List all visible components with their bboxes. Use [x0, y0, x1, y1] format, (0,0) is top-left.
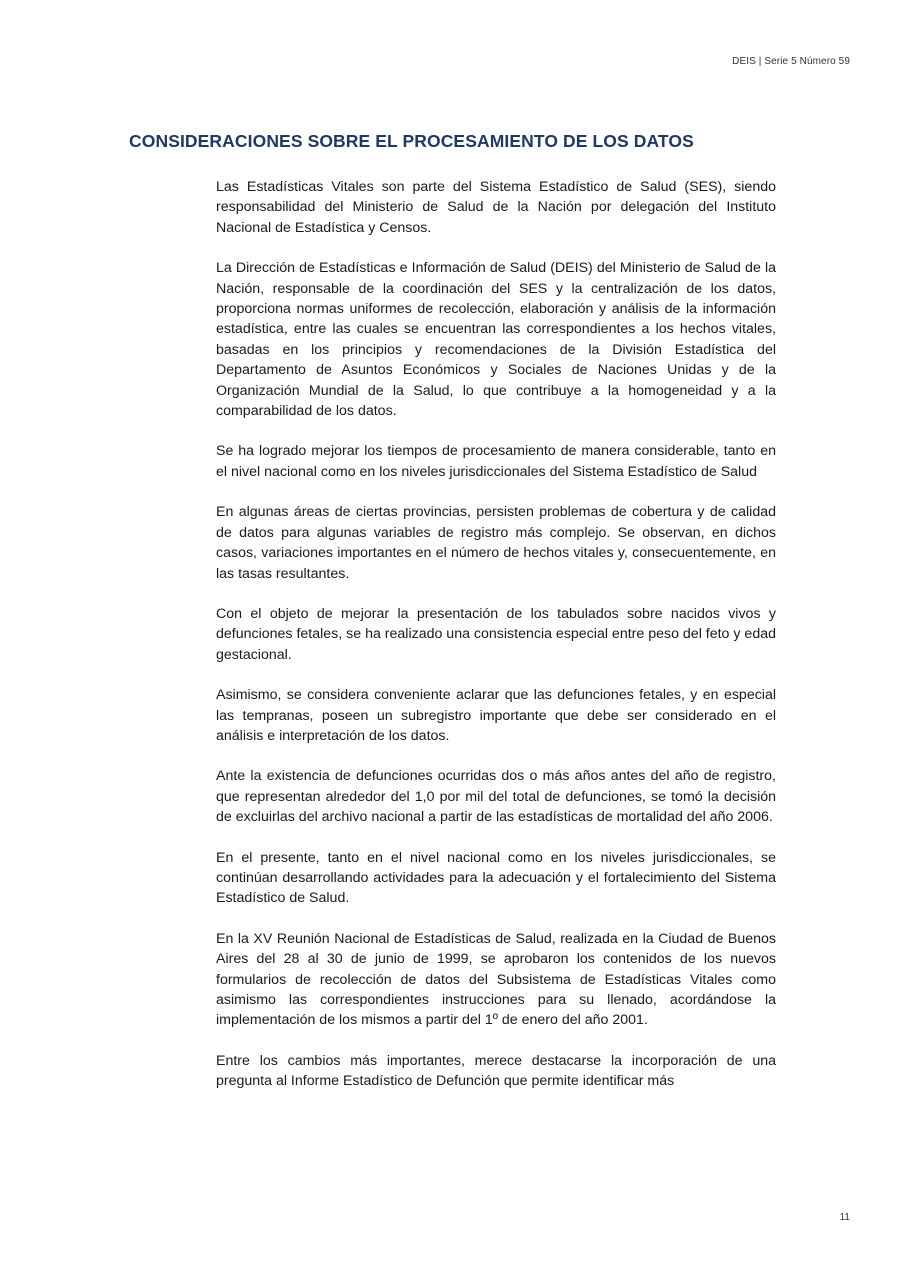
page-number: 11: [839, 1212, 850, 1223]
paragraph-coverage-problems: En algunas áreas de ciertas provincias, persisten problemas de cobertura y de calidad de datos para algunas variables de registro más complejo. Se observan, en dichos casos, variaciones importantes en el número de hechos vitales y, consecuentemente, en las tasas resultantes.: [216, 504, 776, 582]
paragraph-fetal-consistency: Con el objeto de mejorar la presentación de los tabulados sobre nacidos vivos y defunciones fetales, se ha realizado una consistencia especial entre peso del feto y edad gestacional.: [216, 605, 776, 663]
body-text: [216, 177, 776, 1112]
running-header: DEIS | Serie 5 Número 59: [732, 56, 850, 67]
paragraph-xv-meeting: En la XV Reunión Nacional de Estadísticas de Salud, realizada en la Ciudad de Buenos Aires del 28 al 30 de junio de 1999, se aprobaron los contenidos de los nuevos formularios de recolección de datos del Subsistema de Estadísticas Vitales como asimismo las correspondientes instrucciones para su llenado, acordándose la implementación de los mismos a partir del 1º de enero del año 2001.: [216, 930, 776, 1029]
paragraph-main-changes: Entre los cambios más importantes, merece destacarse la incorporación de una pregunta al Informe Estadístico de Defunción que permite identificar más: [216, 1052, 776, 1090]
paragraph-strengthening: En el presente, tanto en el nivel nacional como en los niveles jurisdiccionales, se continúan desarrollando actividades para la adecuación y el fortalecimiento del Sistema Estadístico de Salud.: [216, 849, 776, 907]
paragraph-processing-times: Se ha logrado mejorar los tiempos de procesamiento de manera considerable, tanto en el nivel nacional como en los niveles jurisdiccionales del Sistema Estadístico de Salud: [216, 443, 776, 480]
section-title: CONSIDERACIONES SOBRE EL PROCESAMIENTO DE LOS DATOS: [129, 131, 694, 151]
paragraph-underregistration: Asimismo, se considera conveniente aclarar que las defunciones fetales, y en especial las tempranas, poseen un subregistro importante que debe ser considerado en el análisis e interpretación de los datos.: [216, 687, 776, 744]
paragraph-ses-definition: Las Estadísticas Vitales son parte del Sistema Estadístico de Salud (SES), siendo responsabilidad del Ministerio de Salud de la Nación por delegación del Instituto Nacional de Estadística y Censos.: [216, 179, 776, 236]
paragraph-deis-role: La Dirección de Estadísticas e Información de Salud (DEIS) del Ministerio de Salud de la Nación, responsable de la coordinación del SES y la centralización de los datos, proporciona normas uniformes de recolección, elaboración y análisis de la información estadística, entre las cuales se encuentran las correspondientes a los hechos vitales, basadas en los principios y recomendaciones de la División Estadística del Departamento de Asuntos Económicos y Sociales de Naciones Unidas y de la Organización Mundial de la Salud, lo que contribuye a la homogeneidad y a la comparabilidad de los datos.: [216, 260, 776, 420]
paragraph-late-deaths: Ante la existencia de defunciones ocurridas dos o más años antes del año de registro, que representan alrededor del 1,0 por mil del total de defunciones, se tomó la decisión de excluirlas del archivo nacional a partir de las estadísticas de mortalidad del año 2006.: [216, 768, 776, 826]
